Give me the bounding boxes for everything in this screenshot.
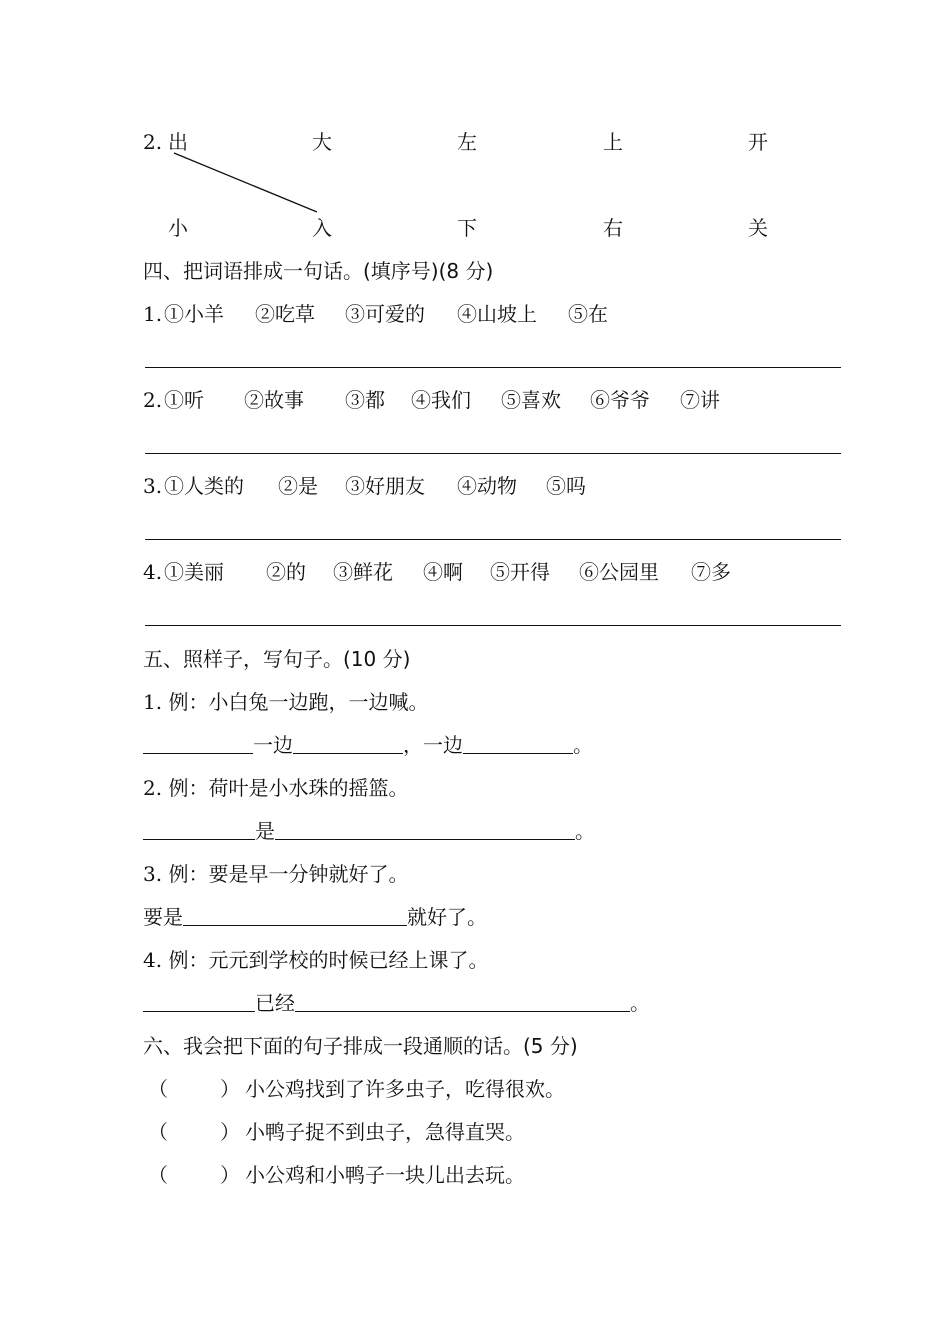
sentence-text: 小鸭子捉不到虫子，急得直哭。	[245, 1120, 525, 1144]
match-top-3: 左	[457, 130, 477, 154]
word-1: ①美丽	[164, 560, 224, 584]
word-7: ⑦多	[691, 560, 731, 584]
blank[interactable]	[143, 733, 253, 754]
section5-heading: 五、照样子，写句子。(10 分)	[143, 647, 411, 671]
answer-line-1[interactable]	[145, 367, 841, 368]
match-number: 2.	[143, 130, 163, 154]
fixed-text: 是	[255, 819, 275, 843]
word-3: ③都	[345, 388, 385, 412]
open-paren: （	[148, 1077, 168, 1101]
period: 。	[575, 819, 595, 843]
match-top-2: 大	[312, 130, 332, 154]
fixed-text: 已经	[255, 991, 295, 1015]
match-bottom-1: 小	[168, 216, 188, 240]
example-1: 1. 例：小白兔一边跑，一边喊。	[143, 690, 429, 714]
example-2: 2. 例：荷叶是小水珠的摇篮。	[143, 776, 409, 800]
close-paren: ）	[220, 1120, 240, 1144]
word-5: ⑤吗	[546, 474, 586, 498]
example-3: 3. 例：要是早一分钟就好了。	[143, 862, 409, 886]
match-bottom-5: 关	[748, 216, 768, 240]
sentence-text: 小公鸡找到了许多虫子，吃得很欢。	[245, 1077, 565, 1101]
exercise-3	[143, 905, 487, 929]
word-5: ⑤在	[568, 302, 608, 326]
match-top-5: 开	[748, 130, 768, 154]
word-3: ③好朋友	[345, 474, 425, 498]
word-6: ⑥爷爷	[590, 388, 650, 412]
answer-line-2[interactable]	[145, 453, 841, 454]
word-5: ⑤开得	[490, 560, 550, 584]
blank[interactable]	[183, 905, 407, 926]
word-1: ①小羊	[164, 302, 224, 326]
section4-heading: 四、把词语排成一句话。(填序号)(8 分)	[143, 259, 494, 283]
open-paren: （	[148, 1120, 168, 1144]
blank[interactable]	[295, 991, 630, 1012]
fixed-text: 一边	[253, 733, 293, 757]
word-1: ①听	[164, 388, 204, 412]
blank[interactable]	[463, 733, 573, 754]
exercise-4	[143, 991, 650, 1015]
item-number: 3.	[143, 474, 163, 498]
period: 。	[630, 991, 650, 1015]
exercise-2	[143, 819, 595, 843]
blank[interactable]	[293, 733, 403, 754]
answer-line-4[interactable]	[145, 625, 841, 626]
close-paren: ）	[220, 1163, 240, 1187]
word-1: ①人类的	[164, 474, 244, 498]
item-number: 4.	[143, 560, 163, 584]
match-bottom-4: 右	[603, 216, 623, 240]
close-paren: ）	[220, 1077, 240, 1101]
section6-heading: 六、我会把下面的句子排成一段通顺的话。(5 分)	[143, 1034, 578, 1058]
word-2: ②吃草	[255, 302, 315, 326]
item-number: 1.	[143, 302, 163, 326]
example-4: 4. 例：元元到学校的时候已经上课了。	[143, 948, 489, 972]
item-number: 2.	[143, 388, 163, 412]
fixed-text: 就好了。	[407, 905, 487, 929]
word-4: ④啊	[423, 560, 463, 584]
match-bottom-3: 下	[457, 216, 477, 240]
word-4: ④动物	[457, 474, 517, 498]
word-5: ⑤喜欢	[501, 388, 561, 412]
word-4: ④山坡上	[457, 302, 537, 326]
fixed-text: ，一边	[403, 733, 463, 757]
order-input[interactable]	[160, 1163, 216, 1187]
sentence-text: 小公鸡和小鸭子一块儿出去玩。	[245, 1163, 525, 1187]
fixed-text: 要是	[143, 905, 183, 929]
match-top-4: 上	[603, 130, 623, 154]
blank[interactable]	[143, 991, 255, 1012]
match-top-1: 出	[168, 130, 188, 154]
order-input[interactable]	[160, 1120, 216, 1144]
word-6: ⑥公园里	[579, 560, 659, 584]
exercise-1	[143, 733, 593, 757]
blank[interactable]	[275, 819, 575, 840]
word-2: ②故事	[244, 388, 304, 412]
period: 。	[573, 733, 593, 757]
word-2: ②的	[266, 560, 306, 584]
word-3: ③可爱的	[345, 302, 425, 326]
answer-line-3[interactable]	[145, 539, 841, 540]
word-7: ⑦讲	[680, 388, 720, 412]
match-bottom-2: 入	[312, 216, 332, 240]
blank[interactable]	[143, 819, 255, 840]
order-input[interactable]	[160, 1077, 216, 1101]
word-3: ③鲜花	[333, 560, 393, 584]
word-4: ④我们	[411, 388, 471, 412]
word-2: ②是	[278, 474, 318, 498]
open-paren: （	[148, 1163, 168, 1187]
match-connector-line	[0, 0, 950, 300]
